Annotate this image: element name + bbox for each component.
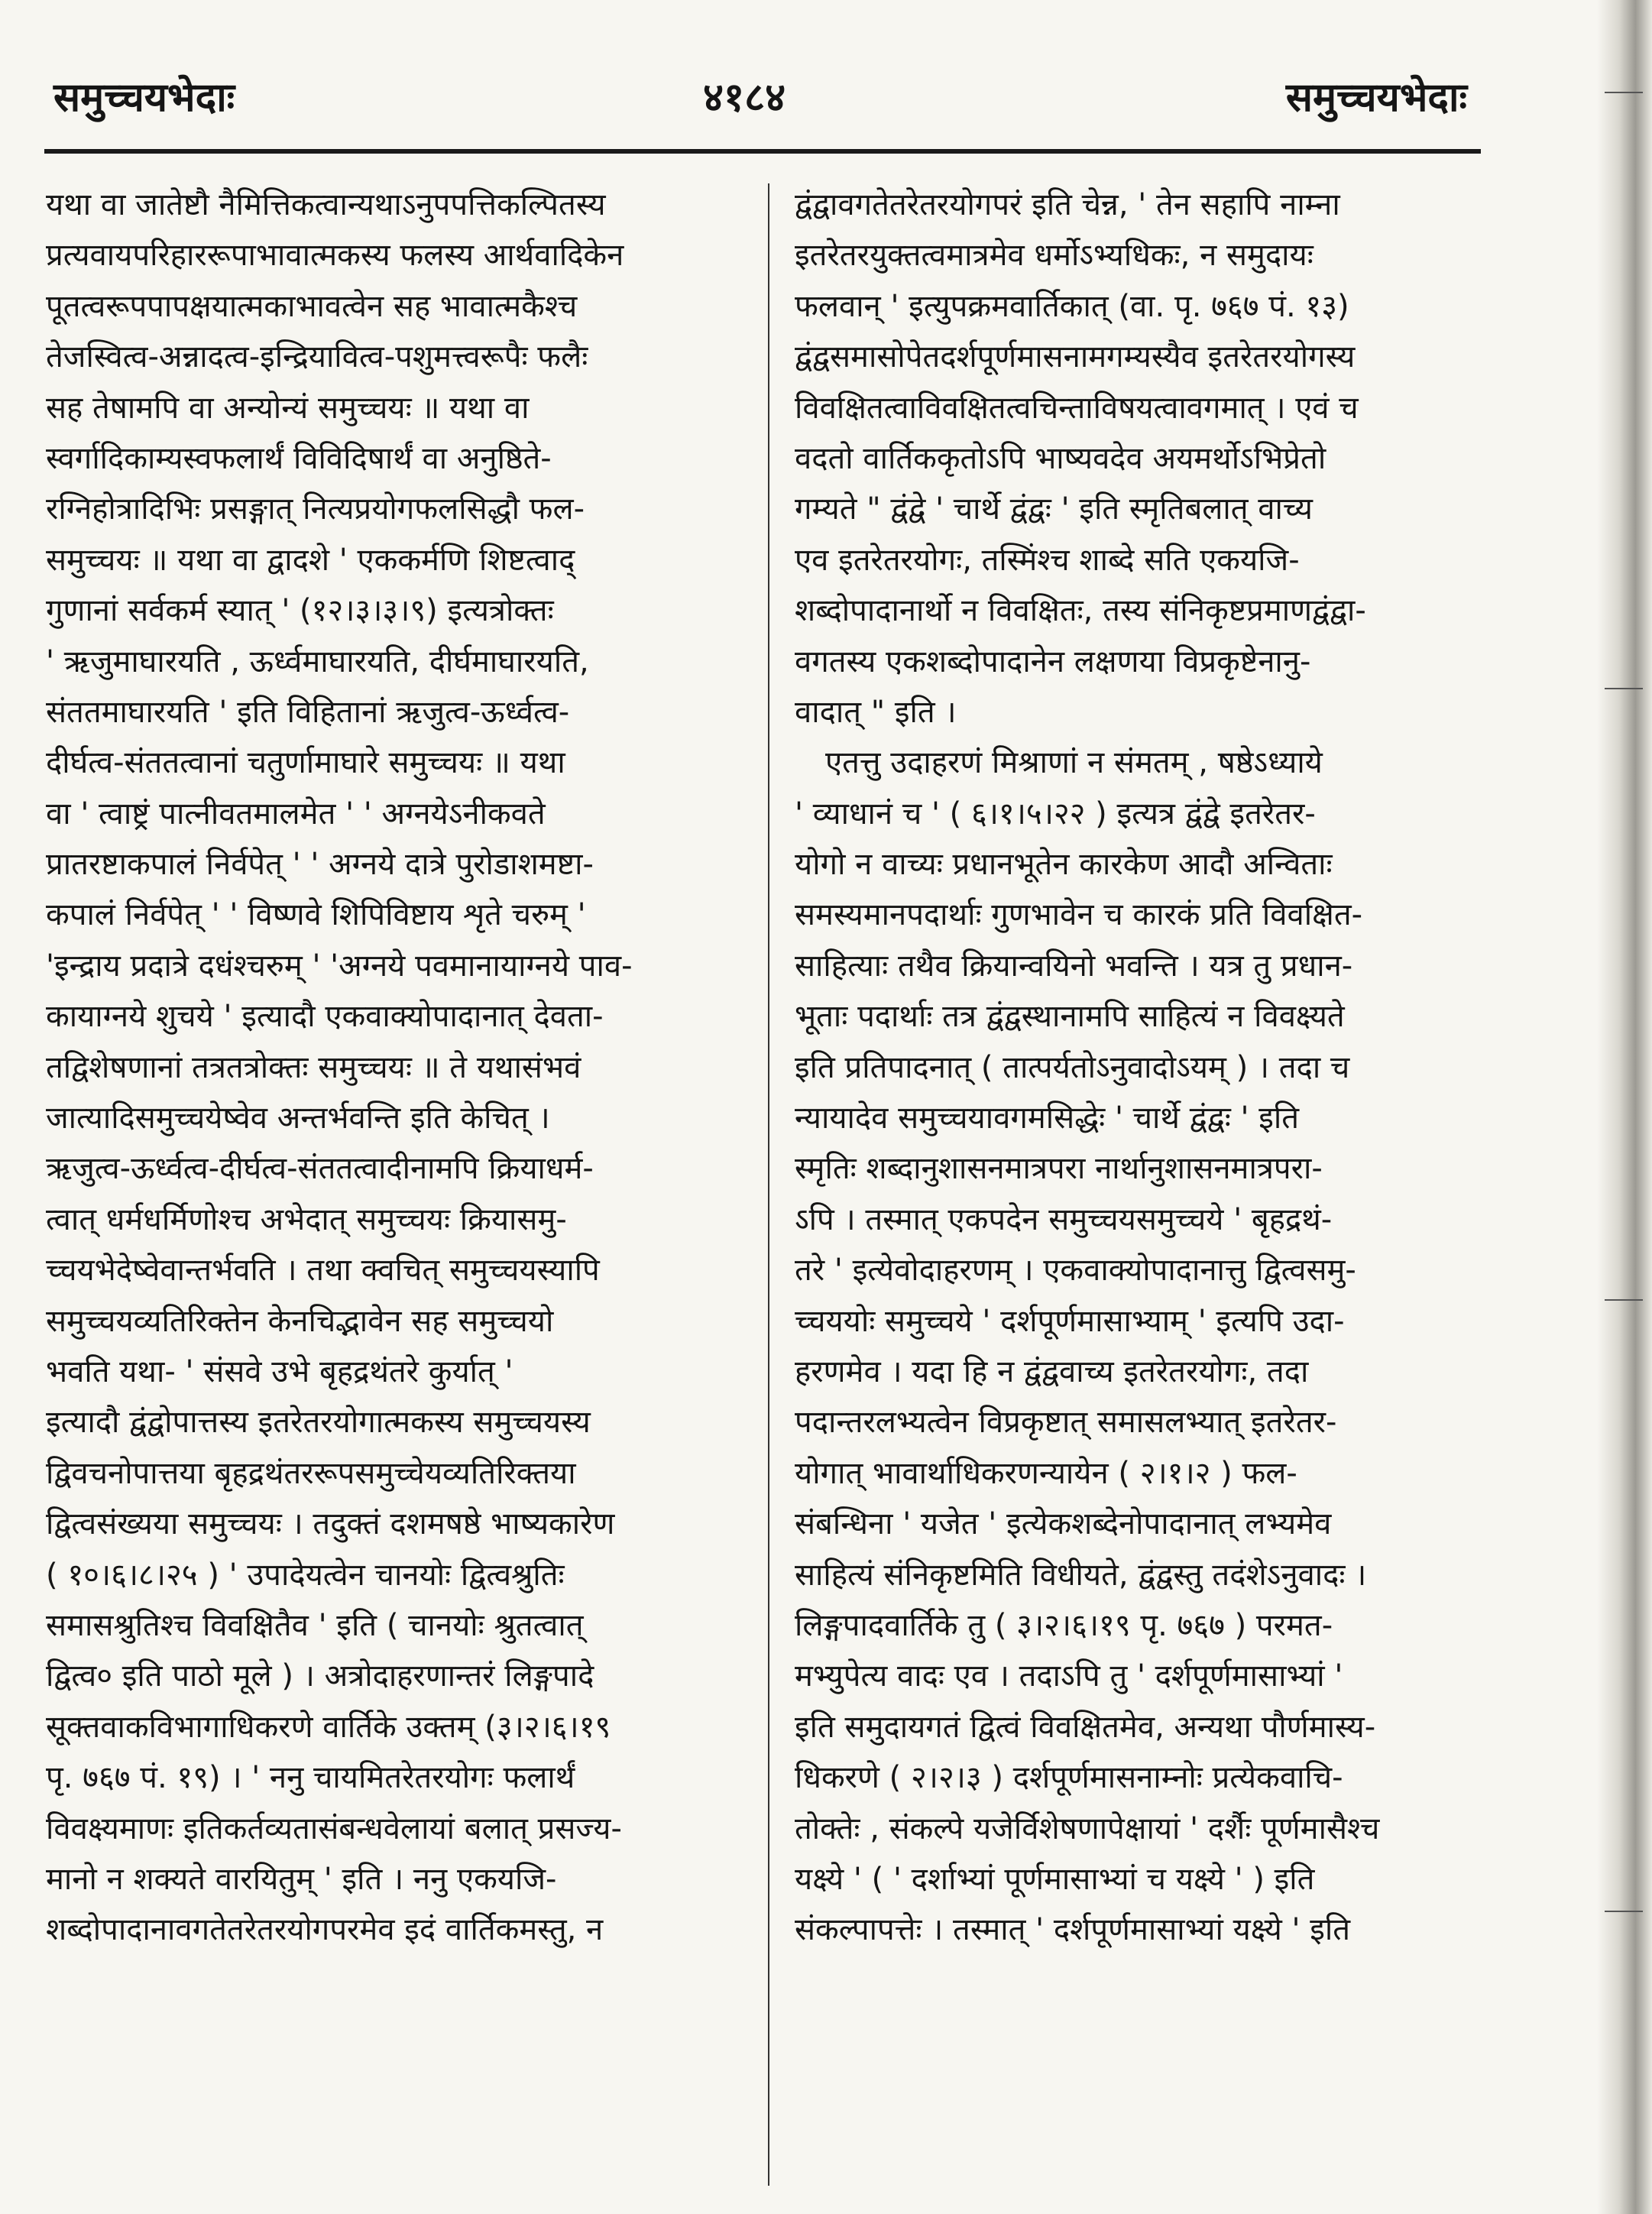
text-line: संकल्पापत्तेः । तस्मात् ' दर्शपूर्णमासाभ्यां यक्ष्ये ' इति (795, 1912, 1350, 1948)
text-line: कपालं निर्वपेत् ' ' विष्णवे शिपिविष्टाय शृते चरुम् ' (46, 897, 586, 933)
text-line: न्यायादेव समुच्चयावगमसिद्धेः ' चार्थे द्वंद्वः ' इति (795, 1101, 1300, 1136)
text-line: यथा वा जातेष्टौ नैमित्तिकत्वान्यथाऽनुपपत्तिकल्पितस्य (46, 187, 606, 222)
text-line: तोक्तेः , संकल्पे यजेर्विशेषणापेक्षायां ' दर्शैः पूर्णमासैश्च (795, 1810, 1380, 1846)
text-line: इति प्रतिपादनात् ( तात्पर्यतोऽनुवादोऽयम् ) । तदा च (795, 1049, 1350, 1085)
text-line: जात्यादिसमुच्चयेष्वेव अन्तर्भवन्ति इति केचित् । (46, 1101, 550, 1136)
page-number: ४१८४ (703, 75, 786, 121)
text-line: वगतस्य एकशब्दोपादानेन लक्षणया विप्रकृष्टेनानु- (795, 643, 1311, 679)
text-line: समासश्रुतिश्च विवक्षितैव ' इति ( चानयोः श्रुतत्वात् (46, 1607, 584, 1643)
text-line: गुणानां सर्वकर्म स्यात् ' (१२।३।३।९) इत्यत्रोक्तः (46, 593, 554, 629)
text-line: योगो न वाच्यः प्रधानभूतेन कारकेण आदौ अन्विताः (795, 847, 1333, 883)
text-line: भूताः पदार्थाः तत्र द्वंद्वस्थानामपि साहित्यं न विवक्ष्यते (795, 999, 1345, 1035)
text-line: द्वंद्वसमासोपेतदर्शपूर्णमासनामगम्यस्यैव इतरेतरयोगस्य (795, 339, 1356, 375)
text-line: इतरेतरयुक्तत्वमात्रमेव धर्मोऽभ्यधिकः, न समुदायः (795, 238, 1314, 274)
text-line: मभ्युपेत्य वादः एव । तदाऽपि तु ' दर्शपूर्णमासाभ्यां ' (795, 1658, 1343, 1694)
text-line: एतत्तु उदाहरणं मिश्राणां न संमतम् , षष्ठेऽध्याये (825, 745, 1323, 781)
text-line: 'इन्द्राय प्रदात्रे दधंश्चरुम् ' 'अग्नये पवमानायाग्नये पाव- (46, 948, 633, 984)
text-line: तरे ' इत्येवोदाहरणम् । एकवाक्योपादानात्तु द्वित्वसमु- (795, 1253, 1356, 1289)
text-line: ' व्याधानं च ' ( ६।१।५।२२ ) इत्यत्र द्वंद्वे इतरेतर- (795, 796, 1316, 831)
column-divider (768, 183, 769, 2186)
text-line: मानो न शक्यते वारयितुम् ' इति । ननु एकयजि- (46, 1861, 557, 1897)
text-line: हरणमेव । यदा हि न द्वंद्ववाच्य इतरेतरयोगः, तदा (795, 1353, 1309, 1389)
text-line: पृ. ७६७ पं. १९) । ' ननु चायमितरेतरयोगः फलार्थं (46, 1760, 575, 1796)
text-line: शब्दोपादानार्थो न विवक्षितः, तस्य संनिकृष्टप्रमाणद्वंद्वा- (795, 593, 1366, 629)
text-line: योगात् भावार्थाधिकरणन्यायेन ( २।१।२ ) फल- (795, 1455, 1297, 1491)
text-line: स्वर्गादिकाम्यस्वफलार्थं विविदिषार्थं वा अनुष्ठिते- (46, 440, 552, 476)
text-line: तेजस्वित्व-अन्नादत्व-इन्द्रियावित्व-पशुमत्त्वरूपैः फलैः (46, 339, 588, 375)
text-line: प्रातरष्टाकपालं निर्वपेत् ' ' अग्नये दात्रे पुरोडाशमष्टा- (46, 847, 594, 883)
binding-mark (1605, 1299, 1643, 1301)
text-line: त्वात् धर्मधर्मिणोश्च अभेदात् समुच्चयः क्रियासमु- (46, 1201, 567, 1237)
text-line: भवति यथा- ' संसवे उभे बृहद्रथंतरे कुर्यात् ' (46, 1353, 513, 1389)
text-line: कायाग्नये शुचये ' इत्यादौ एकवाक्योपादानात् देवता- (46, 999, 604, 1035)
header-left-title: समुच्चयभेदाः (53, 75, 235, 121)
text-line: वा ' त्वाष्ट्रं पात्नीवतमालमेत ' ' अग्नयेऽनीकवते (46, 796, 546, 831)
text-line: साहित्याः तथैव क्रियान्वयिनो भवन्ति । यत्र तु प्रधान- (795, 948, 1353, 984)
text-line: संततमाघारयति ' इति विहितानां ऋजुत्व-ऊर्ध्वत्व- (46, 694, 570, 730)
text-line: दीर्घत्व-संततत्वानां चतुर्णामाघारे समुच्चयः ॥ यथा (46, 745, 565, 781)
text-line: यक्ष्ये ' ( ' दर्शाभ्यां पूर्णमासाभ्यां च यक्ष्ये ' ) इति (795, 1861, 1315, 1897)
text-line: संबन्धिना ' यजेत ' इत्येकशब्देनोपादानात् लभ्यमेव (795, 1506, 1332, 1542)
text-line: शब्दोपादानावगतेतरेतरयोगपरमेव इदं वार्तिकमस्तु, न (46, 1912, 604, 1948)
text-line: समस्यमानपदार्थाः गुणभावेन च कारकं प्रति विवक्षित- (795, 897, 1363, 933)
text-line: ' ऋजुमाघारयति , ऊर्ध्वमाघारयति, दीर्घमाघारयति, (46, 643, 589, 679)
text-line: रग्निहोत्रादिभिः प्रसङ्गात् नित्यप्रयोगफलसिद्धौ फल- (46, 491, 585, 527)
text-line: सह तेषामपि वा अन्योन्यं समुच्चयः ॥ यथा वा (46, 390, 530, 426)
text-line: इत्यादौ द्वंद्वोपात्तस्य इतरेतरयोगात्मकस्य समुच्चयस्य (46, 1405, 591, 1441)
right-column (795, 180, 1513, 1956)
text-line: वदतो वार्तिककृतोऽपि भाष्यवदेव अयमर्थोऽभिप्रेतो (795, 440, 1326, 476)
text-line: इति समुदायगतं द्वित्वं विवक्षितमेव, अन्यथा पौर्णमास्य- (795, 1709, 1376, 1745)
text-line: द्वित्व० इति पाठो मूले ) । अत्रोदाहरणान्तरं लिङ्गपादे (46, 1658, 594, 1694)
text-line: वादात् " इति । (795, 694, 957, 730)
header-right-title: समुच्चयभेदाः (1285, 75, 1467, 121)
text-line: च्चयभेदेष्वेवान्तर्भवति । तथा क्वचित् समुच्चयस्यापि (46, 1253, 600, 1289)
text-line: विवक्ष्यमाणः इतिकर्तव्यतासंबन्धवेलायां बलात् प्रसज्य- (46, 1810, 622, 1846)
binding-mark (1605, 1911, 1643, 1912)
text-line: द्वित्वसंख्यया समुच्चयः । तदुक्तं दशमषष्ठे भाष्यकारेण (46, 1506, 615, 1542)
binding-mark (1605, 688, 1643, 689)
text-line: समुच्चयः ॥ यथा वा द्वादशे ' एककर्मणि शिष्टत्वाद् (46, 542, 575, 578)
text-line: ऋजुत्व-ऊर्ध्वत्व-दीर्घत्व-संततत्वादीनामपि क्रियाधर्म- (46, 1151, 594, 1187)
text-line: फलवान् ' इत्युपक्रमवार्तिकात् (वा. पृ. ७६७ पं. १३) (795, 288, 1349, 324)
header-rule (44, 149, 1481, 154)
text-line: सूक्तवाकविभागाधिकरणे वार्तिके उक्तम् (३।२।६।१९ (46, 1709, 611, 1745)
text-line: पदान्तरलभ्यत्वेन विप्रकृष्टात् समासलभ्यात् इतरेतर- (795, 1405, 1337, 1441)
text-line: पूतत्वरूपपापक्षयात्मकाभावत्वेन सह भावात्मकैश्च (46, 288, 578, 324)
text-line: एव इतरेतरयोगः, तस्मिंश्च शाब्दे सति एकयजि- (795, 542, 1300, 578)
running-header (31, 69, 1467, 138)
text-line: लिङ्गपादवार्तिके तु ( ३।२।६।१९ पृ. ७६७ ) परमत- (795, 1607, 1333, 1643)
text-line: द्वंद्वावगतेतरेतरयोगपरं इति चेन्न, ' तेन सहापि नाम्ना (795, 187, 1340, 222)
text-line: च्चययोः समुच्चये ' दर्शपूर्णमासाभ्याम् ' इत्यपि उदा- (795, 1303, 1345, 1339)
text-line: तद्विशेषणानां तत्रतत्रोक्तः समुच्चयः ॥ ते यथासंभवं (46, 1049, 581, 1085)
text-line: ( १०।६।८।२५ ) ' उपादेयत्वेन चानयोः द्वित्वश्रुतिः (46, 1557, 565, 1593)
text-line: विवक्षितत्वाविवक्षितत्वचिन्ताविषयत्वावगमात् । एवं च (795, 390, 1359, 426)
text-line: गम्यते " द्वंद्वे ' चार्थे द्वंद्वः ' इति स्मृतिबलात् वाच्य (795, 491, 1313, 527)
text-line: धिकरणे ( २।२।३ ) दर्शपूर्णमासनाम्नोः प्रत्येकवाचि- (795, 1760, 1343, 1796)
text-line: द्विवचनोपात्तया बृहद्रथंतररूपसमुच्चेयव्यतिरिक्तया (46, 1455, 576, 1491)
text-line: ऽपि । तस्मात् एकपदेन समुच्चयसमुच्चये ' बृहद्रथं- (795, 1201, 1333, 1237)
binding-edge (1597, 0, 1652, 2214)
binding-mark (1605, 92, 1643, 93)
text-line: समुच्चयव्यतिरिक्तेन केनचिद्भावेन सह समुच्चयो (46, 1303, 554, 1339)
text-line: स्मृतिः शब्दानुशासनमात्रपरा नार्थानुशासनमात्रपरा- (795, 1151, 1323, 1187)
text-line: प्रत्यवायपरिहाररूपाभावात्मकस्य फलस्य आर्थवादिकेन (46, 238, 624, 274)
text-line: साहित्यं संनिकृष्टमिति विधीयते, द्वंद्वस्तु तदंशेऽनुवादः । (795, 1557, 1367, 1593)
left-column (46, 180, 764, 1956)
